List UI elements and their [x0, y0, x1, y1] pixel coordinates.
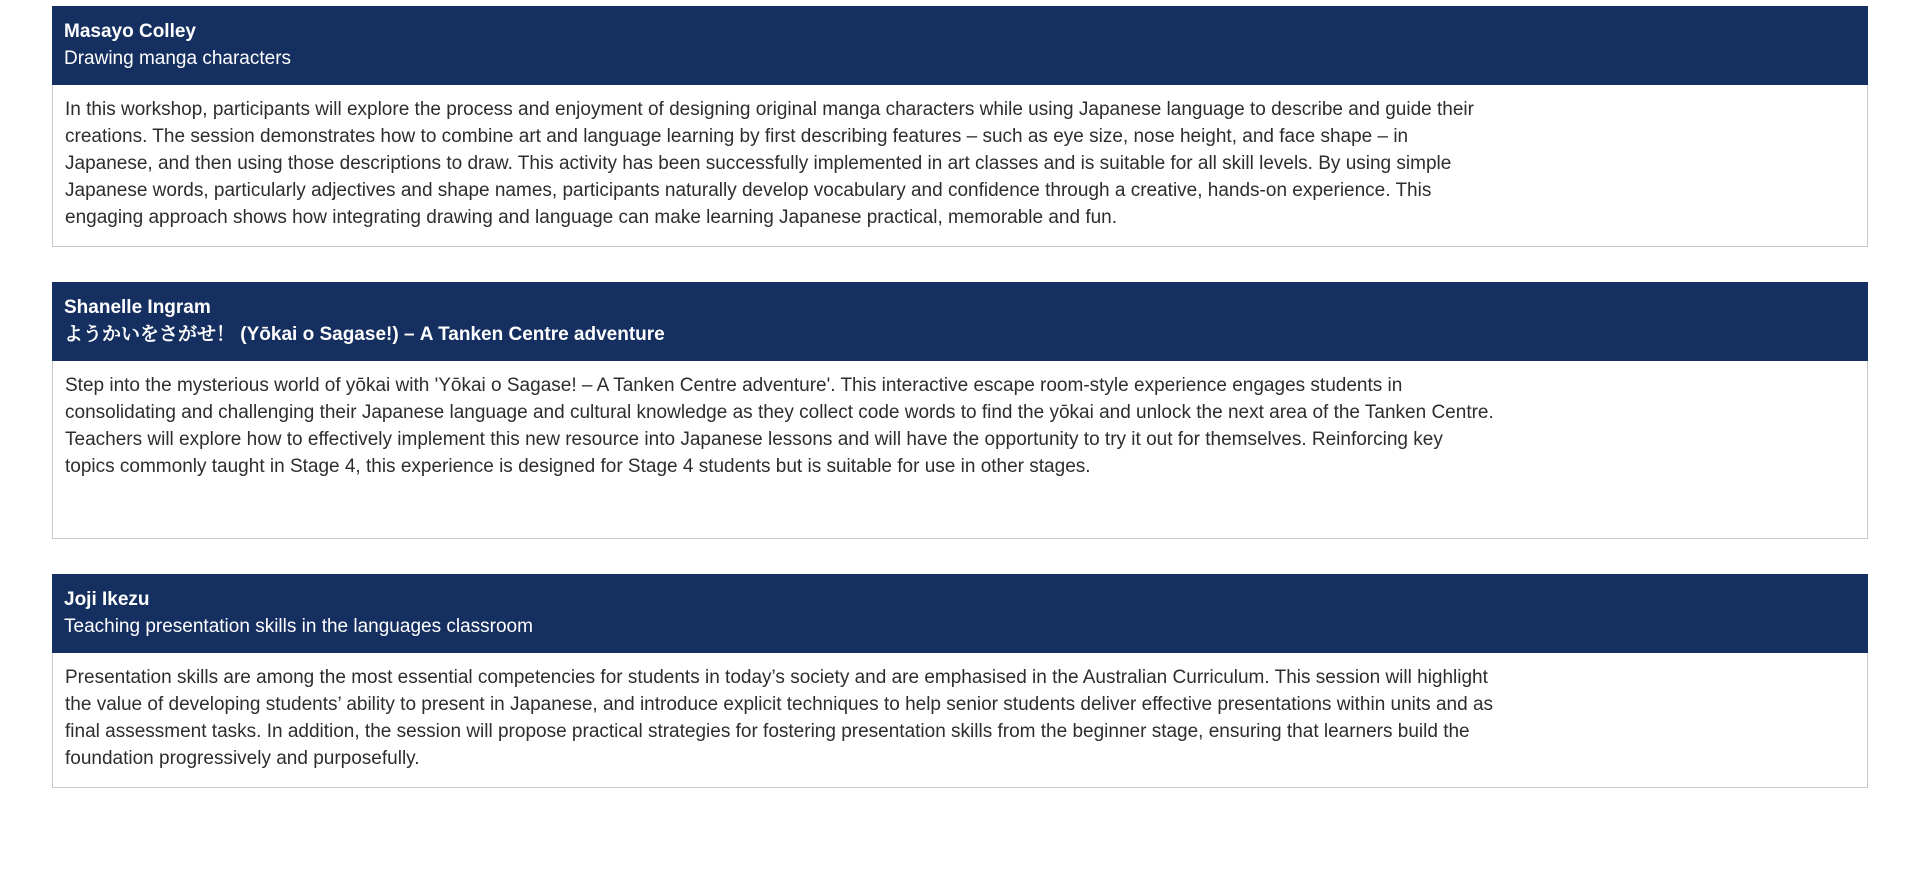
session-description: Step into the mysterious world of yōkai with 'Yōkai o Sagase! – A Tanken Centre adventure'. This interactive escape room-style experience engages students in consolidating and challenging their Japanese language and cultural knowledge as they collect code words to find the yōkai and unlock the next area of the Tanken Centre. Teachers will explore how to effectively implement this new resource into Japanese lessons and will have the opportunity to try it out for themselves. Reinforcing key topics commonly taught in Stage 4, this experience is designed for Stage 4 students but is suitable for use in other stages.	[65, 375, 1494, 477]
presenter-name: Shanelle Ingram	[64, 297, 211, 318]
session-header	[52, 6, 1868, 85]
session-card	[52, 574, 1868, 788]
session-title: ようかいをさがせ！ (Yōkai o Sagase!) – A Tanken Centre adventure	[64, 324, 665, 345]
session-description: Presentation skills are among the most essential competencies for students in today’s society and are emphasised in the Australian Curriculum. This session will highlight the value of developing students’ ability to present in Japanese, and introduce explicit techniques to help senior students deliver effective presentations within units and as final assessment tasks. In addition, the session will propose practical strategies for fostering presentation skills from the beginner stage, ensuring that learners build the foundation progressively and purposefully.	[65, 667, 1494, 769]
session-title: Drawing manga characters	[64, 48, 292, 69]
session-card	[52, 282, 1868, 539]
session-body	[52, 85, 1868, 247]
presenter-name: Joji Ikezu	[64, 589, 150, 610]
session-header	[52, 574, 1868, 653]
session-body	[52, 361, 1868, 539]
session-title: Teaching presentation skills in the languages classroom	[64, 616, 533, 637]
presenter-name: Masayo Colley	[64, 21, 196, 42]
session-header	[52, 282, 1868, 361]
session-description: In this workshop, participants will explore the process and enjoyment of designing original manga characters while using Japanese language to describe and guide their creations. The session demonstrates how to combine art and language learning by first describing features – such as eye size, nose height, and face shape – in Japanese, and then using those descriptions to draw. This activity has been successfully implemented in art classes and is suitable for all skill levels. By using simple Japanese words, particularly adjectives and shape names, participants naturally develop vocabulary and confidence through a creative, hands-on experience. This engaging approach shows how integrating drawing and language can make learning Japanese practical, memorable and fun.	[65, 99, 1474, 228]
session-body	[52, 653, 1868, 788]
session-card	[52, 6, 1868, 247]
